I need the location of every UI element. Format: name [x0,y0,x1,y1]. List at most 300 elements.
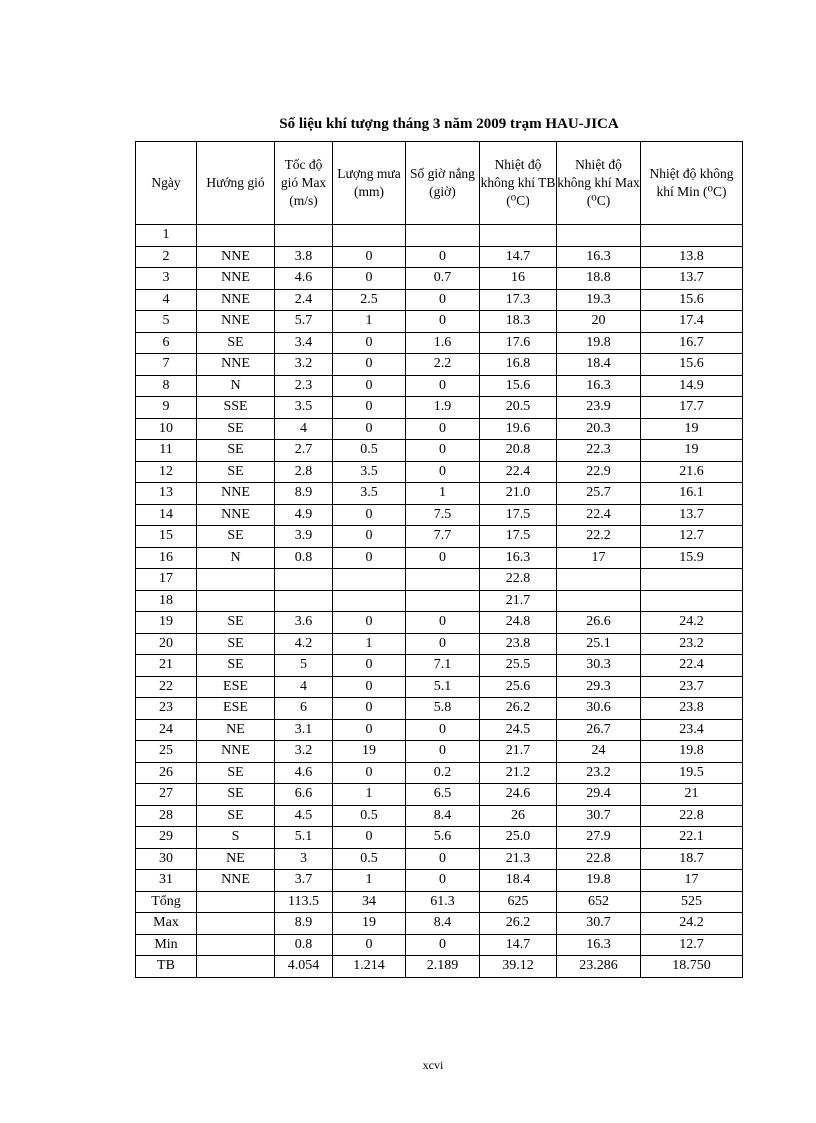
header-min-air-temp: Nhiệt độ không khí Min (⁰C) [641,142,743,225]
cell-max-wind-speed: 3 [275,848,333,870]
cell-max-wind-speed: 2.7 [275,440,333,462]
cell-wind-direction: NNE [197,268,275,290]
cell-day: 31 [136,870,197,892]
cell-rainfall: 1 [333,784,406,806]
table-row [136,268,743,290]
cell-rainfall: 2.5 [333,289,406,311]
cell-max-wind-speed [275,590,333,612]
cell-avg-air-temp: 25.5 [480,655,557,677]
cell-max-wind-speed: 4.054 [275,956,333,978]
cell-rainfall: 19 [333,741,406,763]
cell-rainfall [333,590,406,612]
cell-avg-air-temp: 16 [480,268,557,290]
cell-avg-air-temp: 24.5 [480,719,557,741]
cell-day: Min [136,934,197,956]
cell-max-wind-speed: 0.8 [275,934,333,956]
cell-wind-direction: NE [197,848,275,870]
cell-avg-air-temp: 19.6 [480,418,557,440]
cell-max-wind-speed: 0.8 [275,547,333,569]
cell-day: 29 [136,827,197,849]
table-row [136,332,743,354]
cell-sunshine-hours: 5.8 [406,698,480,720]
cell-day: 18 [136,590,197,612]
cell-sunshine-hours: 6.5 [406,784,480,806]
cell-max-air-temp: 30.7 [557,805,641,827]
cell-avg-air-temp: 21.7 [480,590,557,612]
cell-wind-direction: SE [197,655,275,677]
cell-sunshine-hours: 0 [406,719,480,741]
cell-wind-direction: SE [197,762,275,784]
cell-avg-air-temp: 25.0 [480,827,557,849]
cell-sunshine-hours: 61.3 [406,891,480,913]
cell-min-air-temp: 15.6 [641,289,743,311]
cell-max-air-temp: 20 [557,311,641,333]
cell-day: 25 [136,741,197,763]
cell-day: 9 [136,397,197,419]
table-row [136,762,743,784]
cell-wind-direction: SE [197,805,275,827]
table-row [136,590,743,612]
cell-min-air-temp: 23.7 [641,676,743,698]
cell-min-air-temp: 15.9 [641,547,743,569]
cell-max-wind-speed: 3.6 [275,612,333,634]
cell-wind-direction: SE [197,633,275,655]
cell-wind-direction: NNE [197,354,275,376]
cell-max-wind-speed: 6.6 [275,784,333,806]
cell-day: 30 [136,848,197,870]
table-row [136,483,743,505]
cell-rainfall: 0 [333,827,406,849]
cell-min-air-temp: 18.7 [641,848,743,870]
cell-wind-direction [197,590,275,612]
cell-day: 6 [136,332,197,354]
cell-rainfall: 0 [333,719,406,741]
cell-rainfall: 0.5 [333,440,406,462]
cell-rainfall: 19 [333,913,406,935]
header-rainfall: Lượng mưa (mm) [333,142,406,225]
cell-sunshine-hours: 0 [406,547,480,569]
cell-min-air-temp: 24.2 [641,913,743,935]
cell-rainfall: 3.5 [333,461,406,483]
cell-max-air-temp [557,590,641,612]
cell-max-air-temp: 26.7 [557,719,641,741]
cell-max-wind-speed: 113.5 [275,891,333,913]
weather-data-table [135,141,743,978]
cell-sunshine-hours: 0 [406,848,480,870]
cell-rainfall: 0 [333,762,406,784]
cell-wind-direction: SE [197,526,275,548]
cell-rainfall: 0 [333,526,406,548]
table-row [136,719,743,741]
cell-min-air-temp: 23.8 [641,698,743,720]
cell-sunshine-hours: 0 [406,461,480,483]
cell-max-wind-speed: 2.8 [275,461,333,483]
cell-min-air-temp: 18.750 [641,956,743,978]
cell-sunshine-hours: 0 [406,741,480,763]
cell-day: 28 [136,805,197,827]
cell-avg-air-temp: 26.2 [480,698,557,720]
cell-min-air-temp: 15.6 [641,354,743,376]
cell-rainfall [333,569,406,591]
table-row [136,375,743,397]
cell-wind-direction: S [197,827,275,849]
cell-max-air-temp: 30.6 [557,698,641,720]
cell-min-air-temp: 22.8 [641,805,743,827]
cell-sunshine-hours: 0 [406,440,480,462]
cell-rainfall: 1.214 [333,956,406,978]
cell-day: 24 [136,719,197,741]
cell-wind-direction: ESE [197,698,275,720]
cell-min-air-temp: 16.1 [641,483,743,505]
cell-wind-direction: NNE [197,289,275,311]
table-row [136,913,743,935]
cell-rainfall: 0 [333,397,406,419]
cell-max-wind-speed: 3.7 [275,870,333,892]
table-row [136,397,743,419]
cell-sunshine-hours: 1.6 [406,332,480,354]
cell-day: 23 [136,698,197,720]
cell-rainfall: 0 [333,332,406,354]
cell-sunshine-hours: 0 [406,311,480,333]
cell-max-air-temp: 29.4 [557,784,641,806]
table-row [136,870,743,892]
cell-rainfall [333,225,406,247]
table-row [136,461,743,483]
cell-sunshine-hours [406,569,480,591]
cell-rainfall: 0 [333,547,406,569]
header-max-wind-speed: Tốc độ gió Max (m/s) [275,142,333,225]
cell-min-air-temp: 13.7 [641,268,743,290]
cell-rainfall: 0 [333,375,406,397]
cell-day: 17 [136,569,197,591]
cell-sunshine-hours: 0.2 [406,762,480,784]
cell-rainfall: 3.5 [333,483,406,505]
cell-avg-air-temp: 21.2 [480,762,557,784]
cell-min-air-temp: 13.7 [641,504,743,526]
cell-max-air-temp: 30.3 [557,655,641,677]
cell-wind-direction: NNE [197,504,275,526]
cell-min-air-temp: 21.6 [641,461,743,483]
cell-max-wind-speed: 8.9 [275,913,333,935]
cell-sunshine-hours: 0 [406,870,480,892]
cell-sunshine-hours: 2.2 [406,354,480,376]
cell-wind-direction: SE [197,784,275,806]
cell-max-air-temp: 19.8 [557,870,641,892]
cell-min-air-temp: 19.5 [641,762,743,784]
cell-wind-direction: ESE [197,676,275,698]
cell-rainfall: 0 [333,676,406,698]
cell-avg-air-temp [480,225,557,247]
cell-sunshine-hours: 0 [406,246,480,268]
cell-avg-air-temp: 21.3 [480,848,557,870]
cell-avg-air-temp: 22.8 [480,569,557,591]
header-max-air-temp: Nhiệt độ không khí Max (⁰C) [557,142,641,225]
cell-min-air-temp: 19 [641,440,743,462]
cell-day: TB [136,956,197,978]
cell-rainfall: 0 [333,354,406,376]
cell-avg-air-temp: 24.8 [480,612,557,634]
table-row [136,676,743,698]
cell-day: 13 [136,483,197,505]
cell-sunshine-hours: 5.6 [406,827,480,849]
cell-day: 8 [136,375,197,397]
table-row [136,440,743,462]
cell-wind-direction: NNE [197,311,275,333]
cell-rainfall: 34 [333,891,406,913]
cell-avg-air-temp: 16.3 [480,547,557,569]
table-row [136,504,743,526]
cell-wind-direction [197,569,275,591]
cell-avg-air-temp: 25.6 [480,676,557,698]
cell-wind-direction: N [197,375,275,397]
cell-sunshine-hours: 1.9 [406,397,480,419]
cell-avg-air-temp: 14.7 [480,934,557,956]
cell-min-air-temp: 12.7 [641,934,743,956]
cell-min-air-temp [641,225,743,247]
cell-sunshine-hours [406,225,480,247]
cell-sunshine-hours: 0 [406,612,480,634]
cell-sunshine-hours: 0 [406,289,480,311]
cell-max-air-temp: 25.1 [557,633,641,655]
cell-rainfall: 0.5 [333,805,406,827]
cell-wind-direction [197,891,275,913]
cell-max-wind-speed: 5.1 [275,827,333,849]
cell-avg-air-temp: 21.7 [480,741,557,763]
cell-day: 15 [136,526,197,548]
cell-day: 1 [136,225,197,247]
cell-wind-direction: NNE [197,870,275,892]
cell-max-wind-speed: 3.8 [275,246,333,268]
cell-max-air-temp: 19.3 [557,289,641,311]
cell-sunshine-hours: 7.1 [406,655,480,677]
table-row [136,526,743,548]
cell-max-wind-speed: 3.2 [275,741,333,763]
cell-day: 5 [136,311,197,333]
header-day: Ngày [136,142,197,225]
cell-day: 3 [136,268,197,290]
cell-day: 27 [136,784,197,806]
cell-max-wind-speed: 4.5 [275,805,333,827]
cell-rainfall: 0 [333,418,406,440]
cell-wind-direction: NNE [197,483,275,505]
cell-min-air-temp: 23.4 [641,719,743,741]
cell-sunshine-hours [406,590,480,612]
cell-wind-direction: NNE [197,741,275,763]
cell-sunshine-hours: 7.5 [406,504,480,526]
cell-day: 26 [136,762,197,784]
cell-wind-direction: SE [197,461,275,483]
header-avg-air-temp: Nhiệt độ không khí TB (⁰C) [480,142,557,225]
cell-avg-air-temp: 26 [480,805,557,827]
cell-day: 11 [136,440,197,462]
cell-avg-air-temp: 18.4 [480,870,557,892]
cell-min-air-temp: 22.1 [641,827,743,849]
cell-wind-direction: SE [197,332,275,354]
cell-avg-air-temp: 15.6 [480,375,557,397]
cell-max-wind-speed: 4.6 [275,762,333,784]
cell-sunshine-hours: 8.4 [406,913,480,935]
cell-min-air-temp: 17.4 [641,311,743,333]
cell-min-air-temp: 14.9 [641,375,743,397]
cell-rainfall: 0.5 [333,848,406,870]
table-row [136,698,743,720]
cell-max-air-temp: 23.9 [557,397,641,419]
page-number: xcvi [422,1058,444,1072]
cell-day: 19 [136,612,197,634]
cell-rainfall: 0 [333,246,406,268]
header-sunshine-hours: Số giờ nắng (giờ) [406,142,480,225]
cell-max-air-temp: 23.286 [557,956,641,978]
cell-min-air-temp: 525 [641,891,743,913]
cell-min-air-temp: 13.8 [641,246,743,268]
cell-sunshine-hours: 5.1 [406,676,480,698]
cell-day: 10 [136,418,197,440]
cell-max-wind-speed: 3.9 [275,526,333,548]
cell-max-air-temp: 652 [557,891,641,913]
cell-max-air-temp: 22.8 [557,848,641,870]
cell-avg-air-temp: 23.8 [480,633,557,655]
table-row [136,246,743,268]
table-body [136,225,743,978]
cell-max-air-temp: 18.4 [557,354,641,376]
cell-min-air-temp: 23.2 [641,633,743,655]
cell-avg-air-temp: 18.3 [480,311,557,333]
cell-wind-direction [197,956,275,978]
cell-max-wind-speed [275,569,333,591]
cell-min-air-temp: 17.7 [641,397,743,419]
cell-max-wind-speed: 2.3 [275,375,333,397]
cell-max-air-temp: 26.6 [557,612,641,634]
table-row [136,655,743,677]
cell-max-wind-speed: 3.2 [275,354,333,376]
cell-wind-direction [197,225,275,247]
cell-max-wind-speed: 4.9 [275,504,333,526]
cell-max-wind-speed: 4 [275,676,333,698]
cell-wind-direction: NE [197,719,275,741]
cell-avg-air-temp: 14.7 [480,246,557,268]
table-row [136,612,743,634]
cell-max-air-temp: 16.3 [557,246,641,268]
cell-rainfall: 0 [333,655,406,677]
table-row [136,547,743,569]
cell-max-air-temp: 27.9 [557,827,641,849]
cell-max-air-temp: 30.7 [557,913,641,935]
table-row [136,289,743,311]
cell-max-wind-speed [275,225,333,247]
cell-avg-air-temp: 20.5 [480,397,557,419]
table-row [136,225,743,247]
cell-max-air-temp: 22.2 [557,526,641,548]
table-row [136,784,743,806]
cell-wind-direction: SE [197,418,275,440]
cell-day: 14 [136,504,197,526]
cell-min-air-temp: 17 [641,870,743,892]
cell-min-air-temp: 16.7 [641,332,743,354]
cell-min-air-temp: 21 [641,784,743,806]
cell-wind-direction: SSE [197,397,275,419]
table-row [136,891,743,913]
cell-sunshine-hours: 0 [406,633,480,655]
cell-avg-air-temp: 17.3 [480,289,557,311]
table-row [136,805,743,827]
cell-max-wind-speed: 3.5 [275,397,333,419]
cell-avg-air-temp: 24.6 [480,784,557,806]
cell-max-wind-speed: 3.4 [275,332,333,354]
cell-day: Tổng [136,891,197,913]
cell-max-wind-speed: 5 [275,655,333,677]
cell-avg-air-temp: 17.5 [480,504,557,526]
cell-max-air-temp: 23.2 [557,762,641,784]
cell-max-air-temp: 16.3 [557,934,641,956]
cell-max-wind-speed: 6 [275,698,333,720]
cell-min-air-temp [641,590,743,612]
cell-max-wind-speed: 8.9 [275,483,333,505]
cell-min-air-temp: 22.4 [641,655,743,677]
cell-max-air-temp: 29.3 [557,676,641,698]
table-row [136,418,743,440]
cell-wind-direction: SE [197,440,275,462]
cell-wind-direction [197,934,275,956]
cell-max-air-temp: 16.3 [557,375,641,397]
cell-wind-direction: NNE [197,246,275,268]
cell-day: 20 [136,633,197,655]
cell-rainfall: 0 [333,268,406,290]
cell-avg-air-temp: 17.6 [480,332,557,354]
cell-rainfall: 1 [333,870,406,892]
table-row [136,569,743,591]
cell-min-air-temp: 12.7 [641,526,743,548]
cell-max-air-temp [557,225,641,247]
header-row [136,142,743,225]
table-row [136,633,743,655]
cell-sunshine-hours: 0 [406,375,480,397]
table-title: Số liệu khí tượng tháng 3 năm 2009 trạm HAU-JICA [279,116,619,132]
cell-min-air-temp: 19.8 [641,741,743,763]
cell-rainfall: 0 [333,612,406,634]
table-row [136,956,743,978]
cell-avg-air-temp: 22.4 [480,461,557,483]
cell-max-wind-speed: 4 [275,418,333,440]
cell-min-air-temp: 19 [641,418,743,440]
cell-max-air-temp: 22.4 [557,504,641,526]
cell-day: Max [136,913,197,935]
cell-sunshine-hours: 0 [406,934,480,956]
cell-min-air-temp: 24.2 [641,612,743,634]
cell-max-air-temp: 18.8 [557,268,641,290]
table-row [136,741,743,763]
cell-sunshine-hours: 8.4 [406,805,480,827]
cell-sunshine-hours: 2.189 [406,956,480,978]
cell-max-air-temp: 19.8 [557,332,641,354]
cell-sunshine-hours: 1 [406,483,480,505]
cell-wind-direction: N [197,547,275,569]
cell-sunshine-hours: 0 [406,418,480,440]
cell-rainfall: 0 [333,934,406,956]
cell-max-air-temp: 22.9 [557,461,641,483]
cell-max-air-temp: 20.3 [557,418,641,440]
cell-max-wind-speed: 4.2 [275,633,333,655]
cell-max-wind-speed: 4.6 [275,268,333,290]
cell-wind-direction: SE [197,612,275,634]
cell-day: 16 [136,547,197,569]
cell-min-air-temp [641,569,743,591]
cell-rainfall: 1 [333,633,406,655]
table-row [136,934,743,956]
cell-day: 4 [136,289,197,311]
cell-avg-air-temp: 20.8 [480,440,557,462]
cell-avg-air-temp: 21.0 [480,483,557,505]
cell-max-air-temp: 17 [557,547,641,569]
